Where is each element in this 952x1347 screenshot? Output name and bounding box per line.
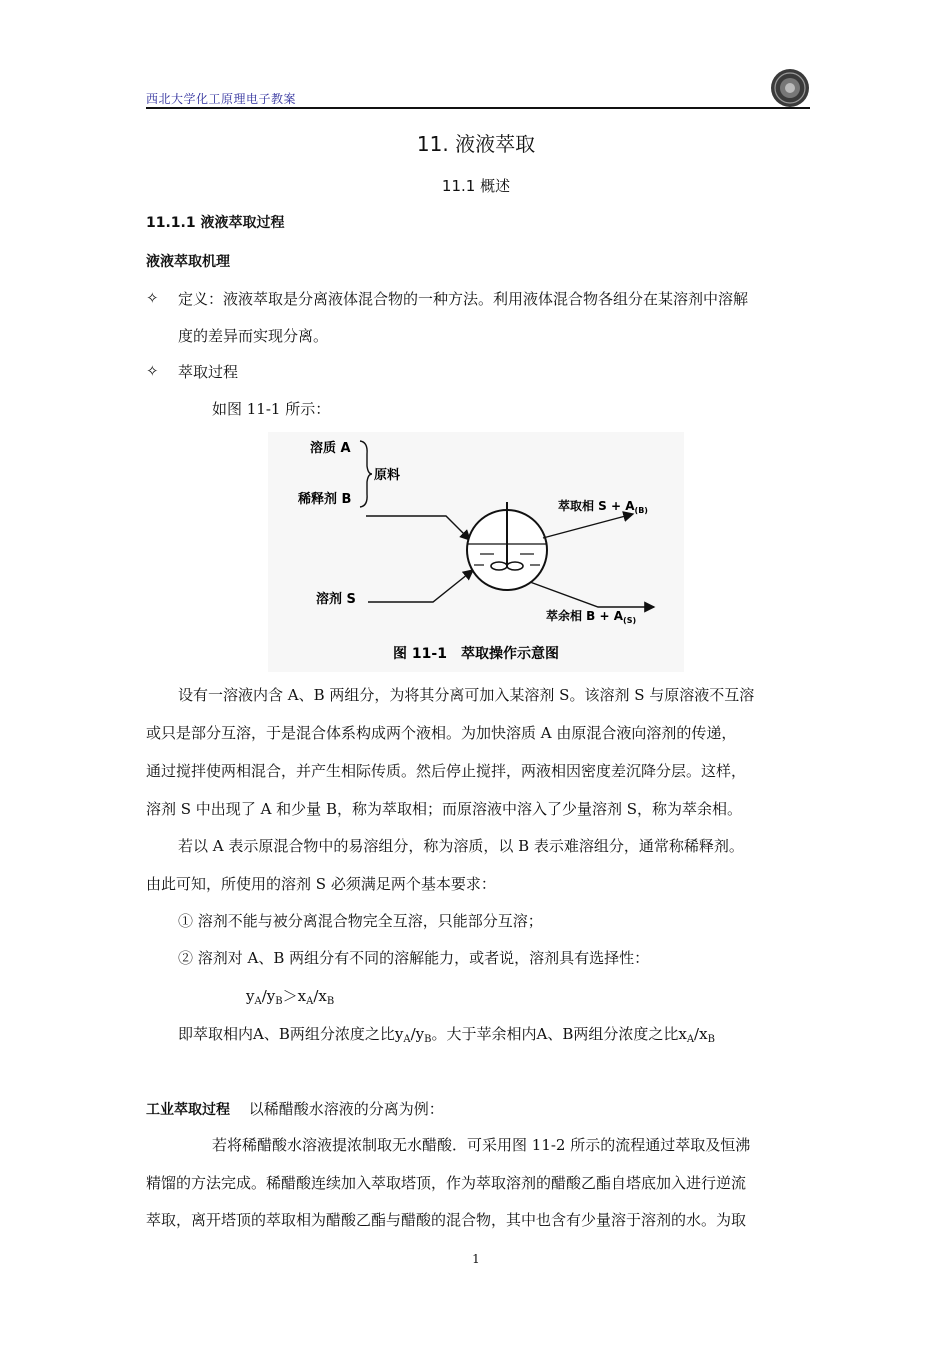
header-rule bbox=[146, 107, 810, 109]
definition-line-1: 定义：液液萃取是分离液体混合物的一种方法。利用液体混合物各组分在某溶剂中溶解 bbox=[178, 290, 749, 308]
para3-line1: 若将稀醋酸水溶液提浓制取无水醋酸．可采用图 11-2 所示的流程通过萃取及恒沸 bbox=[212, 1136, 751, 1154]
extraction-process-label: 萃取过程 bbox=[178, 363, 239, 381]
extract-label: 萃取相 $S + A_{(B)}$ bbox=[558, 499, 648, 515]
feed-label: 原料 bbox=[374, 468, 401, 483]
industrial-heading-line bbox=[146, 1099, 444, 1120]
para3-line2: 精馏的方法完成。稀醋酸连续加入萃取塔顶，作为萃取溶剂的醋酸乙酯自塔底加入进行逆流 bbox=[146, 1174, 747, 1192]
diluent-label: 稀释剂 B bbox=[298, 492, 352, 507]
para3-line3: 萃取，离开塔顶的萃取相为醋酸乙酯与醋酸的混合物，其中也含有少量溶于溶剂的水。为取 bbox=[146, 1211, 747, 1229]
para1-line3: 通过搅拌使两相混合，并产生相际传质。然后停止搅拌，两液相因密度差沉降分层。这样， bbox=[146, 762, 747, 780]
extraction-diagram bbox=[268, 432, 684, 672]
figure-caption: 图 11-1 萃取操作示意图 bbox=[393, 646, 559, 662]
page-number: 1 bbox=[472, 1252, 480, 1266]
solvent-label: 溶剂 S bbox=[316, 592, 356, 607]
requirement-2: ② 溶剂对 A、B 两组分有不同的溶解能力，或者说，溶剂具有选择性： bbox=[178, 949, 650, 967]
subsection-heading: 11.1.1 液液萃取过程 bbox=[146, 215, 285, 231]
section-title: 11.1 概述 bbox=[441, 177, 511, 195]
bullet-icon: ✧ bbox=[146, 362, 159, 380]
para2-line1: 若以 A 表示原混合物中的易溶组分，称为溶质，以 B 表示难溶组分，通常称稀释剂。 bbox=[178, 837, 744, 855]
para1-line1: 设有一溶液内含 A、B 两组分，为将其分离可加入某溶剂 S。该溶剂 S 与原溶液不互溶 bbox=[178, 686, 755, 704]
para1-line2: 或只是部分互溶，于是混合体系构成两个液相。为加快溶质 A 由原混合液向溶剂的传递， bbox=[146, 724, 737, 742]
industrial-intro: 以稀醋酸水溶液的分离为例： bbox=[248, 1100, 444, 1118]
para2-line2: 由此可知，所使用的溶剂 S 必须满足两个基本要求： bbox=[146, 875, 496, 893]
header-text: 西北大学化工原理电子教案 bbox=[146, 92, 297, 106]
para1-line4: 溶剂 S 中出现了 A 和少量 B，称为萃取相；而原溶液中溶入了少量溶剂 S，称为萃余相。 bbox=[146, 800, 743, 818]
formula-explanation: 即萃取相内A、B两组分浓度之比$y_A/y_B$。大于苹余相内A、B两组分浓度之比$x_A/x_B$ bbox=[178, 1025, 715, 1045]
solute-label: 溶质 A bbox=[310, 441, 351, 456]
figure-intro: 如图 11-1 所示： bbox=[212, 400, 331, 418]
page-title: 11. 液液萃取 bbox=[416, 132, 536, 156]
raffinate-label: 萃余相 $B + A_{(S)}$ bbox=[546, 609, 637, 625]
definition-line-2: 度的差异而实现分离。 bbox=[178, 327, 329, 345]
industrial-heading: 工业萃取过程 bbox=[146, 1102, 230, 1118]
bullet-icon: ✧ bbox=[146, 289, 159, 307]
mechanism-heading: 液液萃取机理 bbox=[146, 254, 230, 270]
university-seal-icon bbox=[770, 68, 810, 108]
selectivity-formula: $y_A/y_B>x_A/x_B$ bbox=[246, 987, 335, 1007]
requirement-1: ① 溶剂不能与被分离混合物完全互溶，只能部分互溶； bbox=[178, 912, 543, 930]
